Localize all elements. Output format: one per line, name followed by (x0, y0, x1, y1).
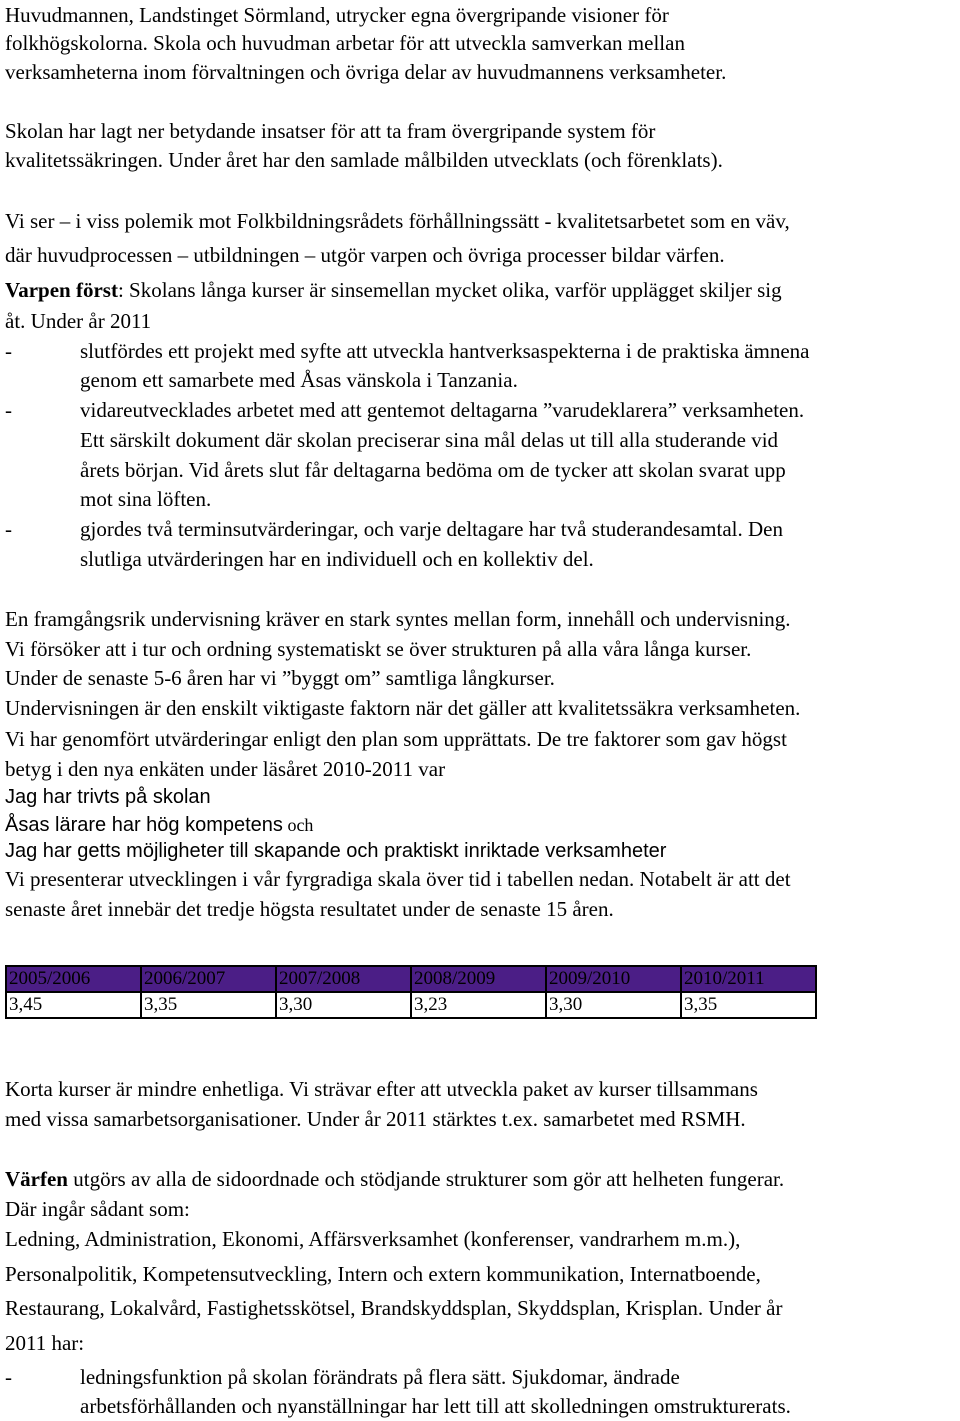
weft-item-1-line-2: arbetsförhållanden och nyanställningar har lett till att skolledningen omstrukturerats. (80, 1394, 791, 1418)
short-courses-line-1: Korta kurser är mindre enhetliga. Vi strävar efter att utveckla paket av kurser tillsammans (5, 1077, 758, 1101)
weft-item-1-line-1: ledningsfunktion på skolan förändrats på flera sätt. Sjukdomar, ändrade (80, 1365, 680, 1389)
factor-3: Jag har getts möjligheter till skapande och praktiskt inriktade verksamheter (5, 840, 667, 862)
weft-item-1-dash: - (5, 1365, 12, 1389)
teaching-line-7: Vi presenterar utvecklingen i vår fyrgradiga skala över tid i tabellen nedan. Notabelt är att det (5, 867, 791, 891)
weft-line-4: Personalpolitik, Kompetensutveckling, Intern och extern kommunikation, Internatboende, (5, 1262, 761, 1286)
weft-line-1-rest: utgörs av alla de sidoordnade och stödjande strukturer som gör att helheten fungerar. (67, 1167, 785, 1191)
weave-line-3-rest: : Skolans långa kurser är sinsemellan mycket olika, varför upplägget skiljer sig (117, 278, 782, 302)
weft-line-2: Där ingår sådant som: (5, 1197, 190, 1221)
value-cell: 3,45 (6, 992, 141, 1018)
value-cell: 3,30 (546, 992, 681, 1018)
value-cell: 3,30 (276, 992, 411, 1018)
value-cell: 3,35 (141, 992, 276, 1018)
intro-line-3: verksamheterna inom förvaltningen och övriga delar av huvudmannens verksamheter. (5, 60, 727, 84)
weft-line-1 (5, 1164, 784, 1194)
intro-line-2: folkhögskolorna. Skola och huvudman arbetar för att utveckla samverkan mellan (5, 31, 685, 55)
weave-line-1: Vi ser – i viss polemik mot Folkbildningsrådets förhållningssätt - kvalitetsarbetet som en väv, (5, 209, 790, 233)
quality-line-1: Skolan har lagt ner betydande insatser för att ta fram övergripande system för (5, 119, 656, 143)
year-cell: 2005/2006 (6, 966, 141, 992)
value-cell: 3,23 (411, 992, 546, 1018)
quality-line-2: kvalitetssäkringen. Under året har den samlade målbilden utvecklats (och förenklats). (5, 148, 723, 172)
teaching-line-1: En framgångsrik undervisning kräver en stark syntes mellan form, innehåll och undervisning. (5, 607, 791, 631)
warp-item-2-dash: - (5, 398, 12, 422)
weft-line-3: Ledning, Administration, Ekonomi, Affärsverksamhet (konferenser, vandrarhem m.m.), (5, 1227, 741, 1251)
warp-label: Varpen först (5, 278, 118, 302)
weft-line-5: Restaurang, Lokalvård, Fastighetsskötsel, Brandskyddsplan, Skyddsplan, Krisplan. Under år (5, 1296, 783, 1320)
factor-1: Jag har trivts på skolan (5, 786, 211, 808)
year-cell: 2008/2009 (411, 966, 546, 992)
teaching-line-6: betyg i den nya enkäten under läsåret 2010-2011 var (5, 757, 446, 781)
year-cell: 2007/2008 (276, 966, 411, 992)
warp-item-3-dash: - (5, 517, 12, 541)
teaching-line-5: Vi har genomfört utvärderingar enligt den plan som upprättats. De tre faktorer som gav högst (5, 727, 787, 751)
teaching-line-3: Under de senaste 5-6 åren har vi ”byggt om” samtliga långkurser. (5, 666, 555, 690)
warp-item-3-line-2: slutliga utvärderingen har en individuell och en kollektiv del. (80, 547, 594, 571)
year-cell: 2009/2010 (546, 966, 681, 992)
weave-line-2: där huvudprocessen – utbildningen – utgör varpen och övriga processer bildar värfen. (5, 243, 725, 267)
warp-item-2-line-1: vidareutvecklades arbetet med att gentemot deltagarna ”varudeklarera” verksamheten. (80, 398, 805, 422)
teaching-line-8: senaste året innebär det tredje högsta resultatet under de senaste 15 åren. (5, 897, 614, 921)
warp-item-2-line-3: årets början. Vid årets slut får deltagarna bedöma om de tycker att skolan svarat upp (80, 458, 786, 482)
warp-item-3-line-1: gjordes två terminsutvärderingar, och varje deltagare har två studerandesamtal. Den (80, 517, 783, 541)
teaching-line-4: Undervisningen är den enskilt viktigaste faktorn när det gäller att kvalitetssäkra verksamheten. (5, 696, 801, 720)
warp-item-2-line-2: Ett särskilt dokument där skolan preciserar sina mål delas ut till alla studerande vid (80, 428, 779, 452)
intro-line-1: Huvudmannen, Landstinget Sörmland, utrycker egna övergripande visioner för (5, 3, 669, 27)
value-cell: 3,35 (681, 992, 816, 1018)
year-cell: 2010/2011 (681, 966, 816, 992)
warp-item-2-line-4: mot sina löften. (80, 487, 212, 511)
warp-item-1-dash: - (5, 339, 12, 363)
weave-line-4: åt. Under år 2011 (5, 309, 152, 333)
teaching-line-2: Vi försöker att i tur och ordning systematiskt se över strukturen på alla våra långa kurser. (5, 637, 752, 661)
short-courses-line-2: med vissa samarbetsorganisationer. Under år 2011 stärktes t.ex. samarbetet med RSMH. (5, 1107, 746, 1131)
evaluation-table (5, 965, 817, 1019)
weft-label: Värfen (5, 1167, 68, 1191)
factor-2: Åsas lärare har hög kompetens (5, 814, 283, 836)
year-cell: 2006/2007 (141, 966, 276, 992)
warp-item-1-line-1: slutfördes ett projekt med syfte att utveckla hantverksaspekterna i de praktiska ämnena (80, 339, 810, 363)
table-header-row (6, 966, 816, 992)
table-row (6, 992, 816, 1018)
weft-line-6: 2011 har: (5, 1331, 85, 1355)
warp-item-1-line-2: genom ett samarbete med Åsas vänskola i Tanzania. (80, 368, 518, 392)
weave-line-3 (5, 275, 782, 305)
factor-2-and: och (282, 815, 314, 835)
